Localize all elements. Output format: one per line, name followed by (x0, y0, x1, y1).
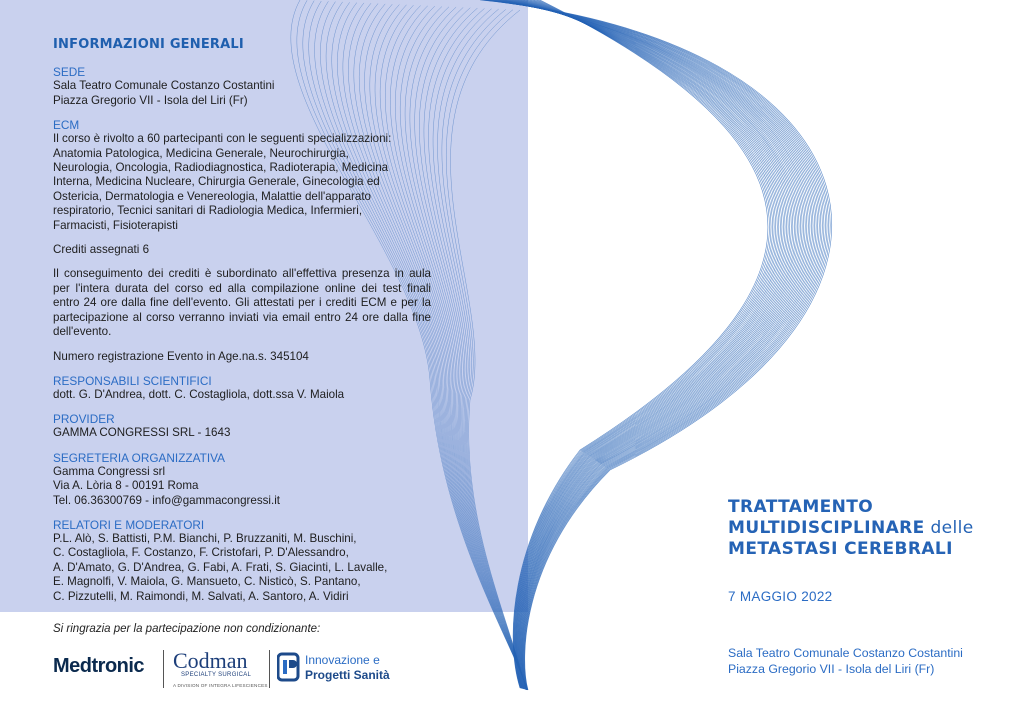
segreteria-label: SEGRETERIA ORGANIZZATIVA (53, 450, 225, 465)
info-heading: INFORMAZIONI GENERALI (53, 37, 244, 52)
venue-line-2: Piazza Gregorio VII - Isola del Liri (Fr) (728, 662, 935, 676)
segreteria-line-3: Tel. 06.36300769 - info@gammacongressi.it (53, 493, 281, 507)
ecm-conditions: Il conseguimento dei crediti è subordinato all'effettiva presenza in aula per l'intera durata del corso ed alla compilazione online dei test finali entro 24 ore dalla fine dell'evento. Gli attestati per i crediti ECM e per la partecipazione al corso verranno inviati via email entro 24 ore dalla fine dell'evento. (53, 267, 431, 339)
ecm-line: Interna, Medicina Nucleare, Chirurgia Generale, Ginecologia ed (53, 175, 380, 189)
ip-line-2: Progetti Sanità (305, 668, 390, 682)
info-column (53, 38, 431, 604)
wave-line (489, 0, 823, 690)
relatori-line: E. Magnolfi, V. Maiola, G. Mansueto, C. Nisticò, S. Pantano, (53, 575, 361, 589)
relatori-line: P.L. Alò, S. Battisti, P.M. Bianchi, P. Bruzzaniti, M. Buschini, (53, 531, 357, 545)
ecm-line: respiratorio, Tecnici sanitari di Radiologia Medica, Infermieri, (53, 204, 363, 218)
title-line-3: METASTASI CEREBRALI (728, 539, 953, 559)
ecm-line: Ostericia, Dermatologia e Venereologia, Malattie dell'apparato (53, 189, 372, 203)
ip-logo-icon (277, 652, 301, 682)
ecm-line: Il corso è rivolto a 60 partecipanti con le seguenti specializzazioni: (53, 132, 392, 146)
relatori-line: C. Costagliola, F. Costanzo, F. Cristofari, P. D'Alessandro, (53, 546, 349, 560)
event-title (728, 497, 974, 560)
wave-line (415, 7, 527, 690)
wave-line (499, 0, 812, 689)
wave-line (492, 0, 820, 690)
wave-line (503, 0, 806, 689)
segreteria-line-2: Via A. Lòria 8 - 00191 Roma (53, 479, 199, 493)
relatori-label: RELATORI E MODERATORI (53, 517, 205, 532)
ip-e: e (373, 653, 380, 667)
event-venue (728, 645, 963, 677)
wave-line (429, 8, 527, 690)
codman-subtitle: SPECIALTY SURGICAL (181, 672, 252, 678)
ip-logo-text (305, 653, 390, 683)
wave-line (505, 0, 805, 689)
codman-division: A DIVISION OF INTEGRA LIFESCIENCES (173, 683, 268, 688)
provider-text: GAMMA CONGRESSI SRL - 1643 (53, 426, 231, 440)
title-line-2-light: delle (924, 518, 974, 538)
ecm-credits: Crediti assegnati 6 (53, 243, 150, 257)
ecm-line: Farmacisti, Fisioterapisti (53, 218, 178, 232)
wave-line (514, 0, 774, 688)
ip-line-1: Innovazione (305, 653, 370, 667)
wave-line (517, 0, 793, 689)
title-line-2-bold: MULTIDISCIPLINARE (728, 518, 925, 538)
wave-line (438, 9, 527, 690)
ecm-line: Anatomia Patologica, Medicina Generale, Neurochirurgia, (53, 146, 349, 160)
wave-line (512, 0, 797, 689)
provider-label: PROVIDER (53, 412, 115, 427)
title-line-2 (728, 518, 974, 539)
ecm-registration: Numero registrazione Evento in Age.na.s. 345104 (53, 349, 309, 363)
sede-line-2: Piazza Gregorio VII - Isola del Liri (Fr) (53, 93, 248, 107)
segreteria-line-1: Gamma Congressi srl (53, 464, 166, 478)
ecm-line: Neurologia, Oncologia, Radiodiagnostica, Radioterapia, Medicina (53, 161, 389, 175)
event-date: 7 MAGGIO 2022 (728, 589, 833, 604)
ecm-label: ECM (53, 118, 80, 133)
logo-divider (269, 650, 270, 688)
codman-logo: Codman (173, 648, 248, 673)
wave-line (508, 0, 802, 689)
relatori-line: A. D'Amato, G. D'Andrea, G. Fabi, A. Frati, S. Giacinti, L. Lavalle, (53, 560, 388, 574)
wave-line (496, 0, 814, 690)
venue-line-1: Sala Teatro Comunale Costanzo Costantini (728, 646, 963, 660)
medtronic-logo: Medtronic (53, 655, 145, 677)
sede-line-1: Sala Teatro Comunale Costanzo Costantini (53, 79, 275, 93)
wave-line (501, 0, 810, 689)
title-line-1: TRATTAMENTO (728, 497, 874, 517)
logo-divider (163, 650, 164, 688)
responsabili-text: dott. G. D'Andrea, dott. C. Costagliola, dott.ssa V. Maiola (53, 387, 345, 401)
responsabili-label: RESPONSABILI SCIENTIFICI (53, 373, 212, 388)
wave-line (517, 0, 787, 689)
sponsor-logos (53, 648, 413, 692)
relatori-line: C. Pizzutelli, M. Raimondi, M. Salvati, A. Santoro, A. Vidiri (53, 589, 349, 603)
wave-line (487, 0, 824, 690)
sponsor-thanks: Si ringrazia per la partecipazione non condizionante: (53, 623, 321, 635)
sede-label: SEDE (53, 65, 86, 80)
